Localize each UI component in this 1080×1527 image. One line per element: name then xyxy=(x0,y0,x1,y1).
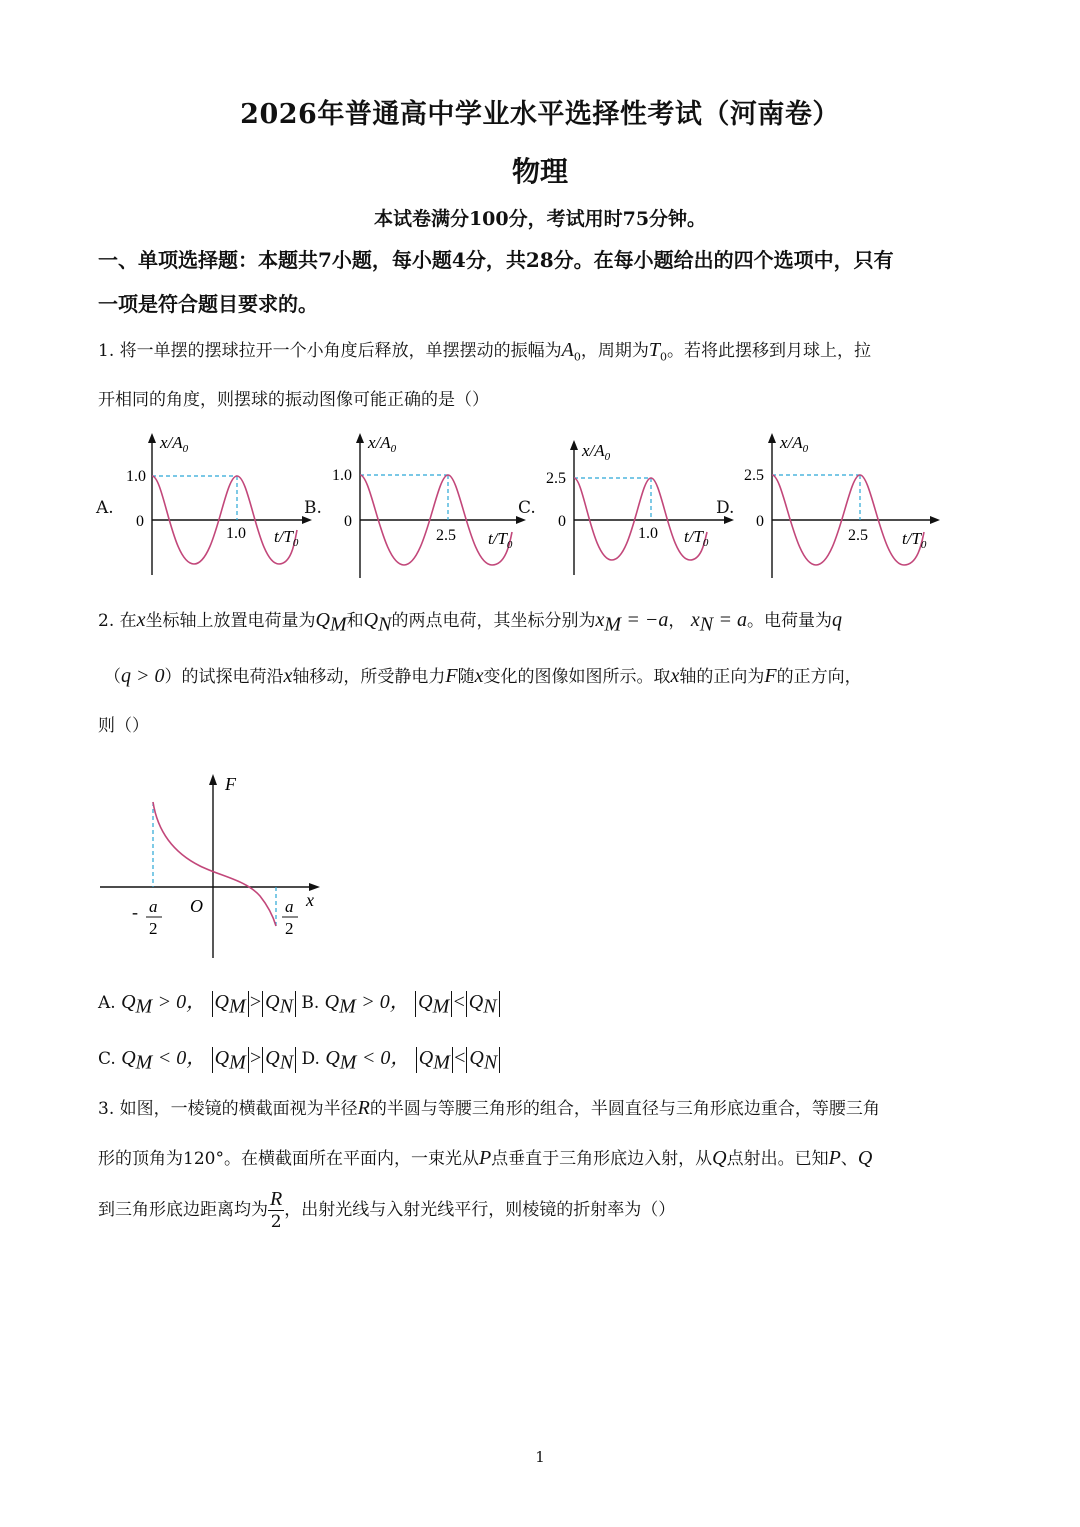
y-axis-arrow-icon xyxy=(570,440,578,450)
y-axis-arrow-icon xyxy=(148,433,156,443)
question-2-choices-ab xyxy=(98,990,500,1018)
left-minus-sign: - xyxy=(132,902,138,922)
r-over-2-fraction: $\frac{R}{2}$ xyxy=(270,1188,283,1232)
option-d-graph xyxy=(742,430,952,580)
y-axis-label: $x/A_0$ xyxy=(160,433,189,455)
choice-a[interactable]: A. $Q_M > 0$， $Q_M > Q_N$ xyxy=(98,993,301,1013)
question-2-line3: 则（） xyxy=(98,716,149,736)
option-b-label: B. xyxy=(304,498,322,518)
subject-title: 物理 xyxy=(511,155,568,188)
right-fraction-numerator: a xyxy=(285,897,294,916)
right-fraction-denominator: 2 xyxy=(285,919,294,938)
y-axis-label: $x/A_0$ xyxy=(582,441,611,463)
y-axis-arrow-icon xyxy=(356,433,364,443)
question-number: 2. xyxy=(98,611,115,631)
x-axis-label: x xyxy=(306,890,314,910)
choice-b[interactable]: B. $Q_M > 0$， $Q_M < Q_N$ xyxy=(301,993,499,1013)
question-3-line3: 到三角形底边距离均为 $\frac{R}{2}$ ，出射光线与入射光线平行，则棱镜的折射率为（） xyxy=(98,1188,676,1232)
question-number: 3. xyxy=(98,1099,115,1119)
x-tick-label: 2.5 xyxy=(436,527,456,544)
x-axis-label: $t/T_0$ xyxy=(488,529,513,551)
origin-label: 0 xyxy=(136,513,144,530)
option-a-label: A. xyxy=(96,498,114,518)
f-axis-arrow-icon xyxy=(209,774,217,785)
x-axis-label: $t/T_0$ xyxy=(902,529,927,551)
y-axis-arrow-icon xyxy=(768,433,776,443)
section-heading-line2: 一项是符合题目要求的。 xyxy=(98,292,318,316)
f-axis-label: F xyxy=(225,774,236,794)
x-tick-label: 1.0 xyxy=(226,525,246,542)
question-2-line2: （q > 0）的试探电荷沿x轴移动，所受静电力F随x变化的图像如图所示。取x轴的正向为F的正方向， xyxy=(104,665,862,687)
option-d-label: D. xyxy=(716,498,735,518)
choice-c[interactable]: C. $Q_M < 0$， $Q_M > Q_N$ xyxy=(98,1049,301,1069)
section-heading-line1: 一、单项选择题：本题共7小题，每小题4分，共28分。在每小题给出的四个选项中，只有 xyxy=(98,248,894,272)
left-fraction-numerator: a xyxy=(149,897,158,916)
oscillation-curve xyxy=(574,478,707,560)
option-c-graph xyxy=(544,430,744,580)
option-b-graph xyxy=(330,430,535,580)
origin-label: 0 xyxy=(344,513,352,530)
question-1-line1: 1. 将一单摆的摆球拉开一个小角度后释放，单摆摆动的振幅为$A_0$，周期为$T_0$。若将此摆移到月球上，拉 xyxy=(98,339,871,364)
origin-label: 0 xyxy=(756,513,764,530)
question-1-line2: 开相同的角度，则摆球的振动图像可能正确的是（） xyxy=(98,390,489,410)
x-tick-label: 2.5 xyxy=(848,527,868,544)
question-1-options xyxy=(96,430,996,590)
y-axis-label: $x/A_0$ xyxy=(780,433,809,455)
question-3-line1: 3. 如图，一棱镜的横截面视为半径R的半圆与等腰三角形的组合，半圆直径与三角形底边重合，等腰三角 xyxy=(98,1097,880,1119)
origin-label: O xyxy=(190,896,203,916)
exam-note: 本试卷满分100分，考试用时75分钟。 xyxy=(373,208,707,230)
question-2-choices-cd xyxy=(98,1046,500,1074)
page-number: 1 xyxy=(535,1448,545,1466)
x-axis-label: $t/T_0$ xyxy=(684,527,709,549)
x-axis-arrow-icon xyxy=(930,516,940,524)
question-2-force-graph xyxy=(96,768,336,968)
choice-d[interactable]: D. $Q_M < 0$， $Q_M < Q_N$ xyxy=(301,1049,500,1069)
y-tick-label: 2.5 xyxy=(546,470,566,487)
x-tick-label: 1.0 xyxy=(638,525,658,542)
question-number: 1. xyxy=(98,341,115,361)
y-tick-label: 2.5 xyxy=(744,467,764,484)
y-tick-label: 1.0 xyxy=(332,467,352,484)
y-axis-label: $x/A_0$ xyxy=(368,433,397,455)
question-2-line1: 2. 在x坐标轴上放置电荷量为$Q_M$和$Q_N$的两点电荷，其坐标分别为$x_M = -a$， $x_N = a$。电荷量为q xyxy=(98,609,842,636)
origin-label: 0 xyxy=(558,513,566,530)
force-curve xyxy=(153,802,276,926)
question-3-line2: 形的顶角为120°。在横截面所在平面内，一束光从P点垂直于三角形底边入射，从Q点射出。已知P、Q xyxy=(98,1147,873,1169)
y-tick-label: 1.0 xyxy=(126,468,146,485)
x-axis-label: $t/T_0$ xyxy=(274,527,299,549)
option-c-label: C. xyxy=(518,498,536,518)
exam-title: 2026年普通高中学业水平选择性考试（河南卷） xyxy=(240,99,840,130)
option-a-graph xyxy=(122,430,322,580)
left-fraction-denominator: 2 xyxy=(149,919,158,938)
section-heading xyxy=(98,238,988,326)
